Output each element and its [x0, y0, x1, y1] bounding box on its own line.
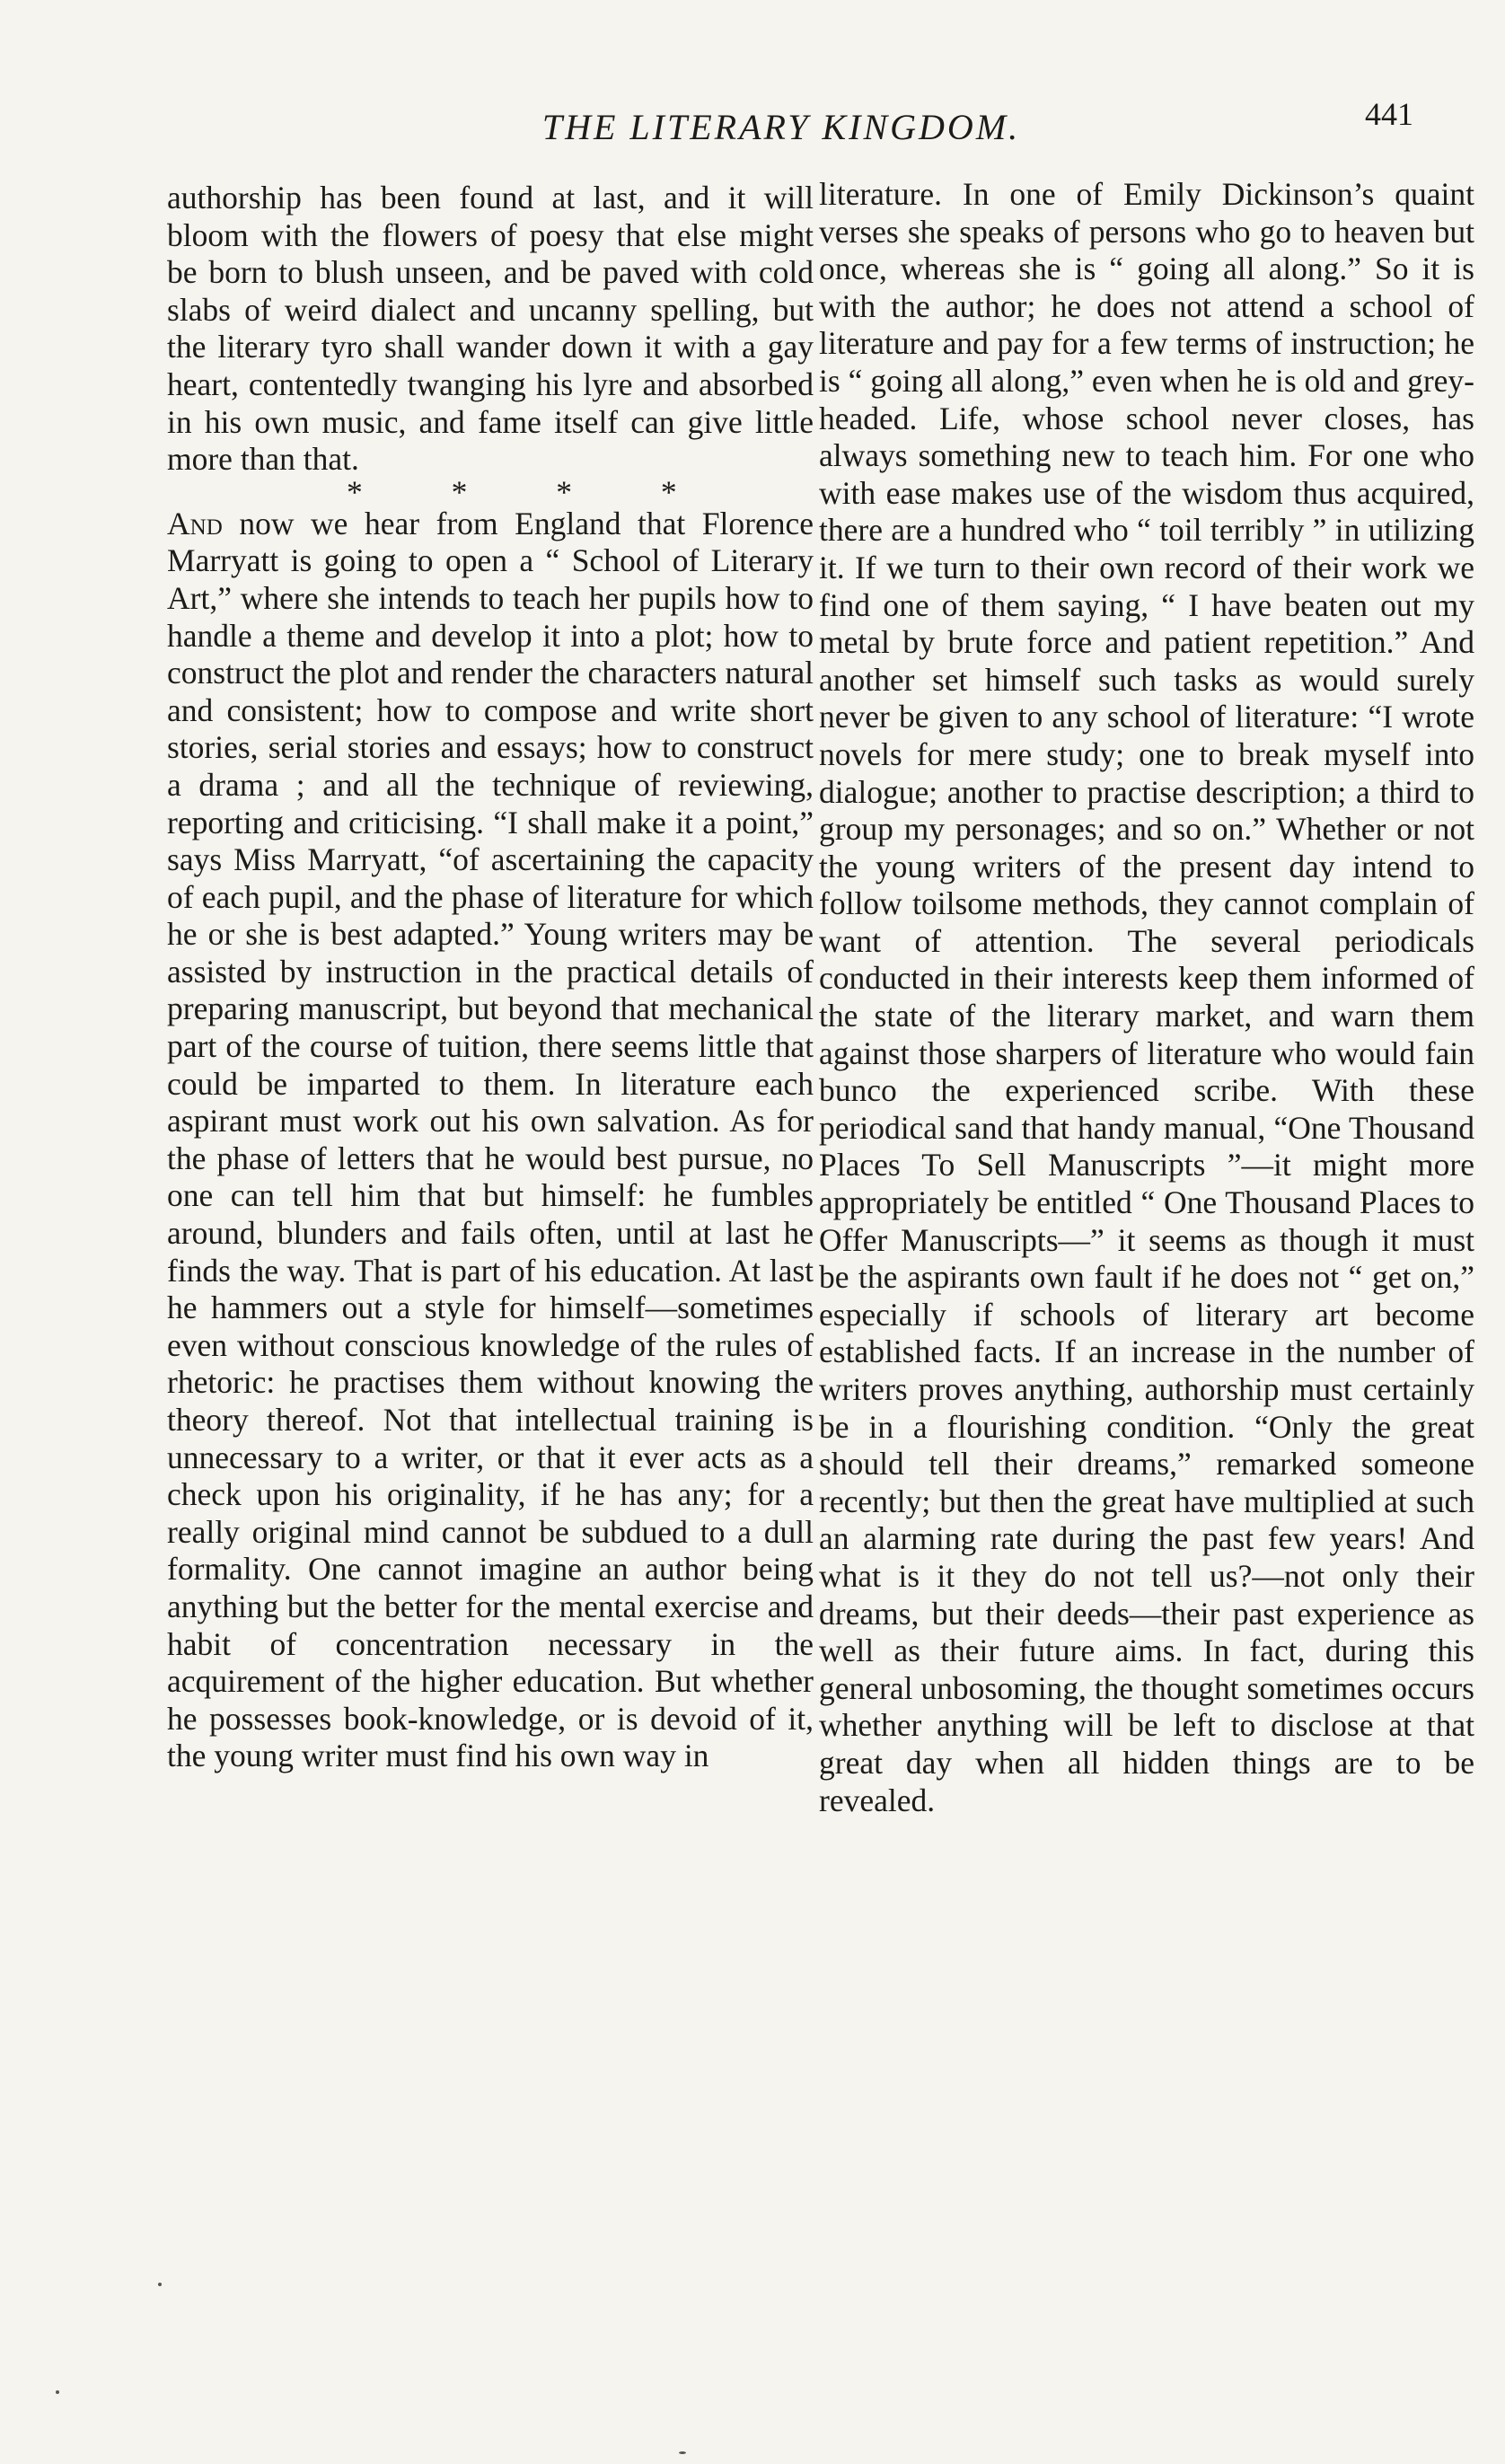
left-column — [167, 180, 814, 1775]
print-speck — [158, 2283, 162, 2286]
right-column — [819, 176, 1474, 1819]
left-paragraph-2-body: now we hear from England that Florence Marryatt is going to open a “ School of Literary Art,” where she intends to teach her pupils how to handle a theme and develop it into a plot; how to construct the plot and render the characters natural and consistent; how to compose and write short stories, serial stories and essays; how to construct a drama ; and all the technique of reviewing, reporting and criticising. “I shall make it a point,” says Miss Marryatt, “of ascertaining the capacity of each pupil, and the phase of literature for which he or she is best adapted.” Young writers may be assisted by instruction in the practical details of preparing manuscript, but beyond that mechanical part of the course of tuition, there seems little that could be imparted to them. In literature each aspirant must work out his own salvation. As for the phase of letters that he would best pursue, no one can tell him that but himself: he fumbles around, blunders and fails often, until at last he finds the way. That is part of his education. At last he hammers out a style for himself—sometimes even without conscious knowledge of the rules of rhetoric: he practises them without knowing the theory thereof. Not that intellectual training is unnecessary to a writer, or that it ever acts as a check upon his originality, if he has any; for a really original mind cannot be subdued to a dull formality. One cannot imagine an author being anything but the better for the mental exercise and habit of concentration necessary in the acquirement of the higher education. But whether he possesses book-knowledge, or is devoid of it, the young writer must find his own way in — [167, 505, 814, 1774]
left-paragraph-1: authorship has been found at last, and it will bloom with the flowers of poesy that else might be born to blush unseen, and be paved with cold slabs of weird dialect and uncanny spelling, but the literary tyro shall wander down it with a gay heart, contentedly twanging his lyre and absorbed in his own music, and fame itself can give little more than that. — [167, 180, 814, 478]
section-separator: * * * * — [347, 473, 677, 510]
print-speck — [679, 2451, 686, 2454]
page-number: 441 — [1365, 96, 1413, 132]
paragraph-lead-word: And — [167, 505, 223, 541]
print-speck — [56, 2390, 59, 2394]
right-paragraph-1: literature. In one of Emily Dickinson’s quaint verses she speaks of persons who go to heaven but once, whereas she is “ going all along.” So it is with the author; he does not attend a school of literature and pay for a few terms of instruction; he is “ going all along,” even when he is old and grey-headed. Life, whose school never closes, has always something new to teach him. For one who with ease makes use of the wisdom thus acquired, there are a hundred who “ toil terribly ” in utilizing it. If we turn to their own record of their work we find one of them saying, “ I have beaten out my metal by brute force and patient repetition.” And another set himself such tasks as would surely never be given to any school of literature: “I wrote novels for mere study; one to break myself into dialogue; another to practise description; a third to group my personages; and so on.” Whether or not the young writers of the present day intend to follow toilsome methods, they cannot complain of want of attention. The several periodicals conducted in their interests keep them informed of the state of the literary market, and warn them against those sharpers of literature who would fain bunco the experienced scribe. With these periodical sand that handy manual, “One Thousand Places To Sell Manuscripts ”—it might more appropriately be entitled “ One Thousand Places to Offer Manuscripts—” it seems as though it must be the aspirants own fault if he does not “ get on,” especially if schools of literary art become established facts. If an increase in the number of writers proves anything, authorship must certainly be in a flourishing condition. “Only the great should tell their dreams,” remarked someone recently; but then the great have multiplied at such an alarming rate during the past few years! And what is it they do not tell us?—not only their dreams, but their deeds—their past experience as well as their future aims. In fact, during this general unbosoming, the thought sometimes occurs whether anything will be left to disclose at that great day when all hidden things are to be revealed. — [819, 176, 1474, 1818]
running-title: THE LITERARY KINGDOM. — [541, 107, 1021, 147]
left-paragraph-2 — [167, 506, 814, 1775]
